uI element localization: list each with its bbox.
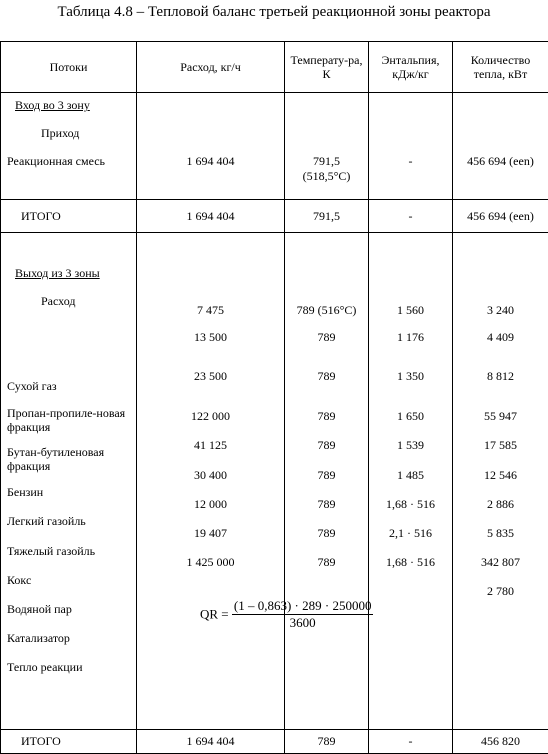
in-total-label: ИТОГО (1, 200, 137, 233)
heat-reaction-value: 2 780 (457, 584, 544, 599)
out-row-flow: 13 500 (141, 330, 280, 344)
out-section-sub: Расход (5, 281, 132, 309)
out-row-enthalpy: 1 539 (373, 438, 448, 452)
out-section-title: Выход из 3 зоны (5, 233, 132, 281)
out-row-heat: 17 585 (457, 438, 544, 452)
out-row-flow: 7 475 (141, 303, 280, 317)
in-total-heat: 456 694 (een) (453, 200, 548, 233)
out-row-enthalpy: 1 176 (373, 330, 448, 344)
out-row-flow: 30 400 (141, 468, 280, 482)
in-total-temp: 791,5 (285, 200, 369, 233)
out-total-enthalpy: - (369, 730, 453, 754)
out-total-heat: 456 820 (453, 730, 548, 754)
out-row-flow: 41 125 (141, 438, 280, 452)
in-section-row (1, 93, 548, 200)
out-row-heat: 3 240 (457, 303, 544, 317)
out-row-heat: 4 409 (457, 330, 544, 344)
out-row-label: Кокс (5, 573, 132, 587)
out-row-temp: 789 (289, 497, 364, 511)
header-enthalpy: Энтальпия, кДж/кг (369, 42, 453, 93)
out-row-label: Пропан-пропиле-новая фракция (5, 406, 132, 434)
in-row-temp: 791,5 (289, 93, 364, 169)
in-row-flow: 1 694 404 (141, 93, 280, 169)
out-row-flow: 122 000 (141, 409, 280, 423)
out-row-temp: 789 (289, 369, 364, 383)
out-row-temp: 789 (289, 468, 364, 482)
out-section-row (1, 233, 548, 730)
out-row-enthalpy: 1,68 · 516 (373, 555, 448, 569)
out-row-label: Водяной пар (5, 602, 132, 616)
out-row-enthalpy: 1 350 (373, 369, 448, 383)
heat-reaction-label: Тепло реакции (7, 660, 83, 675)
in-total-row (1, 200, 548, 233)
formula-numerator: (1 – 0,863) · 289 · 250000 (232, 598, 374, 615)
out-row-label: Бутан-бутиленовая фракция (5, 445, 132, 473)
out-row-label: Тяжелый газойль (5, 544, 132, 558)
out-row-temp: 789 (289, 409, 364, 423)
out-row-enthalpy: 2,1 · 516 (373, 526, 448, 540)
out-total-row (1, 730, 548, 754)
table-caption: Таблица 4.8 – Тепловой баланс третьей реакционной зоны реактора (0, 4, 548, 21)
out-row-heat: 55 947 (457, 409, 544, 423)
out-row-temp: 789 (289, 438, 364, 452)
out-row-heat: 342 807 (457, 555, 544, 569)
out-row-flow: 1 425 000 (141, 555, 280, 569)
out-row-label: Сухой газ (5, 379, 132, 393)
out-row-heat: 5 835 (457, 526, 544, 540)
header-flow: Расход, кг/ч (137, 42, 285, 93)
in-total-flow: 1 694 404 (137, 200, 285, 233)
in-row-label: Реакционная смесь (5, 141, 132, 169)
out-row-flow: 12 000 (141, 497, 280, 511)
heat-formula (200, 598, 373, 631)
out-total-label: ИТОГО (1, 730, 137, 754)
out-row-temp: 789 (289, 526, 364, 540)
in-row-heat: 456 694 (een) (457, 93, 544, 169)
formula-denominator: 3600 (232, 615, 374, 631)
in-total-enthalpy: - (369, 200, 453, 233)
out-row-flow: 19 407 (141, 526, 280, 540)
header-row (1, 42, 548, 93)
in-row-temp-c: (518,5°C) (289, 169, 364, 184)
header-heat: Количество тепла, кВт (453, 42, 548, 93)
heat-balance-table (0, 41, 548, 754)
out-row-temp: 789 (289, 330, 364, 344)
out-row-heat: 8 812 (457, 369, 544, 383)
in-section-sub: Приход (5, 113, 132, 141)
out-row-label: Бензин (5, 485, 132, 499)
out-total-temp: 789 (285, 730, 369, 754)
out-row-enthalpy: 1,68 · 516 (373, 497, 448, 511)
out-row-heat: 12 546 (457, 468, 544, 482)
in-section-title: Вход во 3 зону (5, 93, 132, 113)
out-total-flow: 1 694 404 (137, 730, 285, 754)
out-row-label: Катализатор (5, 631, 132, 645)
out-row-label: Легкий газойль (5, 514, 132, 528)
formula-fraction (232, 598, 374, 631)
header-streams: Потоки (1, 42, 137, 93)
out-row-temp: 789 (289, 555, 364, 569)
out-row-enthalpy: 1 650 (373, 409, 448, 423)
out-row-temp: 789 (516°C) (289, 303, 364, 317)
out-row-enthalpy: 1 485 (373, 468, 448, 482)
formula-lhs: QR = (200, 607, 229, 622)
out-row-enthalpy: 1 560 (373, 303, 448, 317)
header-temperature: Температу-ра, К (285, 42, 369, 93)
out-row-flow: 23 500 (141, 369, 280, 383)
in-row-enthalpy: - (373, 93, 448, 169)
out-row-heat: 2 886 (457, 497, 544, 511)
